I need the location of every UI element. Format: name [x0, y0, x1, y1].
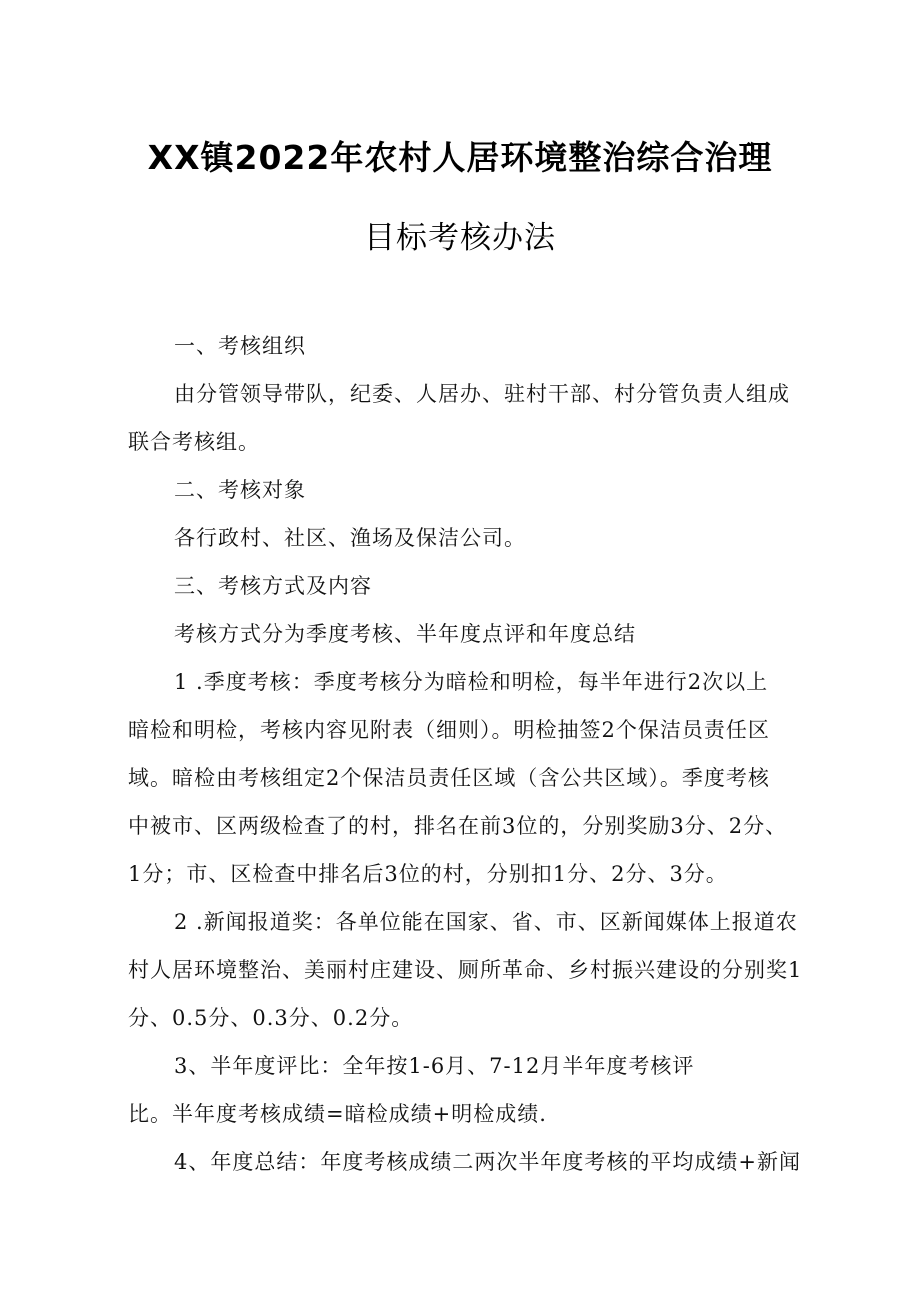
text-line: 暗检和明检，考核内容见附表（细则）。明检抽签2个保洁员责任区	[128, 718, 770, 742]
item-annual-summary	[128, 1138, 826, 1186]
text-line: 4、年度总结：年度考核成绩二两次半年度考核的平均成绩+新闻	[174, 1150, 801, 1174]
paragraph-organization	[128, 370, 826, 418]
section-heading-targets	[128, 466, 826, 514]
text-line: 各行政村、社区、渔场及保洁公司。	[174, 526, 526, 550]
item-quarterly-assessment-cont	[128, 706, 826, 898]
text-line: 3、半年度评比：全年按1-6月、7-12月半年度考核评	[174, 1054, 695, 1078]
text-line: 联合考核组。	[128, 430, 260, 454]
text-line: 1分；市、区检查中排名后3位的村，分别扣1分、2分、3分。	[128, 862, 728, 886]
text-line: 由分管领导带队，纪委、人居办、驻村干部、村分管负责人组成	[174, 382, 790, 406]
item-half-year-review-cont	[128, 1090, 826, 1138]
item-news-award-cont	[128, 946, 826, 1042]
item-quarterly-assessment	[128, 658, 826, 706]
document-title-line-2: 目标考核办法	[364, 220, 556, 256]
text-line: 分、0.5分、0.3分、0.2分。	[128, 1006, 414, 1030]
section-heading-methods	[128, 562, 826, 610]
text-line: 一、考核组织	[174, 334, 306, 358]
item-half-year-review	[128, 1042, 826, 1090]
text-line: 中被市、区两级检查了的村，排名在前3位的，分别奖励3分、2分、	[128, 814, 788, 838]
text-line: 2 .新闻报道奖：各单位能在国家、省、市、区新闻媒体上报道农	[174, 910, 798, 934]
text-line: 考核方式分为季度考核、半年度点评和年度总结	[174, 622, 636, 646]
text-line: 1 .季度考核：季度考核分为暗检和明检，每半年进行2次以上	[174, 670, 769, 694]
document-title-line-1: XX镇2022年农村人居环境整治综合治理	[147, 138, 773, 177]
paragraph-methods-intro	[128, 610, 826, 658]
text-line: 比。半年度考核成绩=暗检成绩+明检成绩.	[128, 1102, 547, 1126]
document-body	[128, 322, 826, 1186]
section-heading-organization	[128, 322, 826, 370]
paragraph-organization-cont	[128, 418, 826, 466]
text-line: 三、考核方式及内容	[174, 574, 372, 598]
text-line: 域。暗检由考核组定2个保洁员责任区域（含公共区域）。季度考核	[128, 766, 770, 790]
text-line: 二、考核对象	[174, 478, 306, 502]
text-line: 村人居环境整治、美丽村庄建设、厕所革命、乡村振兴建设的分别奖1	[128, 958, 803, 982]
paragraph-targets	[128, 514, 826, 562]
item-news-award	[128, 898, 826, 946]
